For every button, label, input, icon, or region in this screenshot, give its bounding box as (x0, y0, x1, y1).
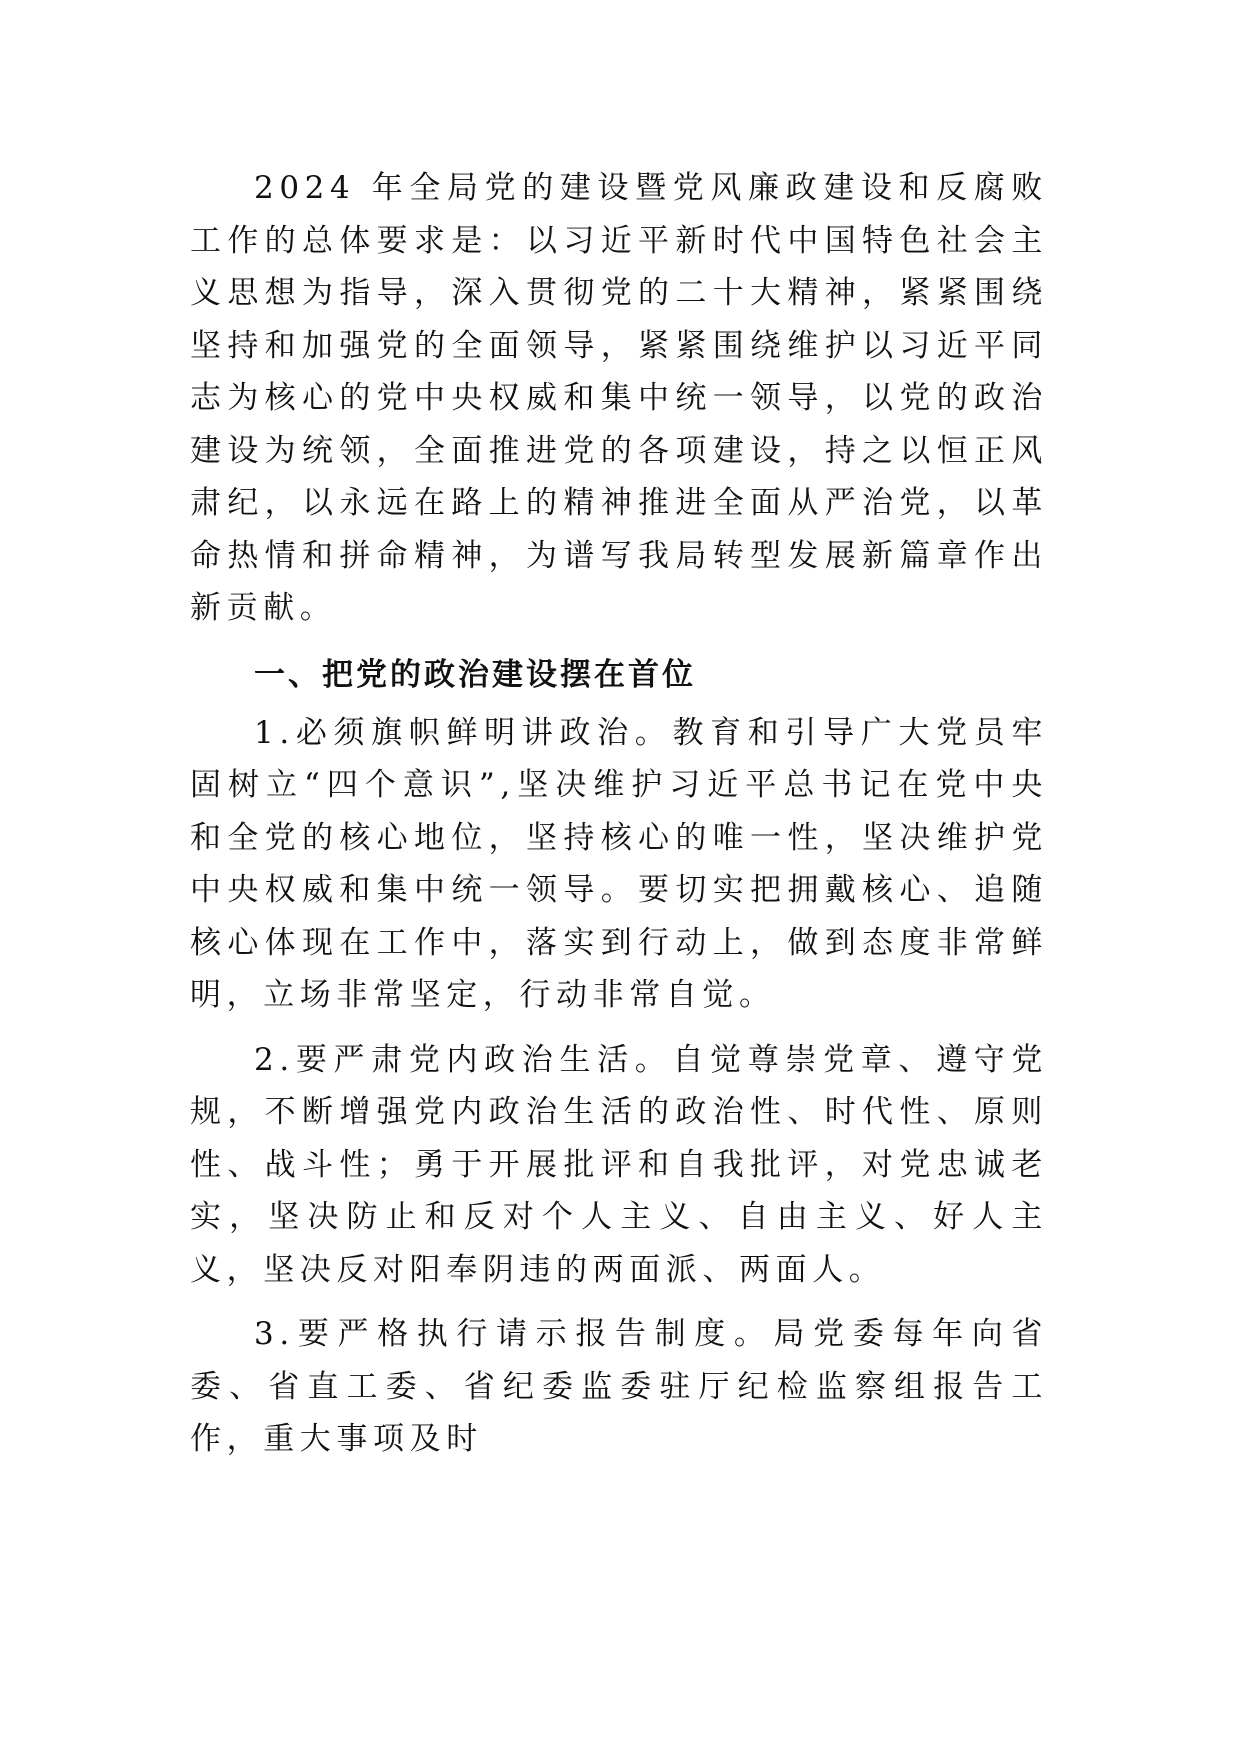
item-paragraph-3: 3.要严格执行请示报告制度。局党委每年向省委、省直工委、省纪委监委驻厅纪检监察组报告工作，重大事项及时 (190, 1316, 1048, 1457)
section-heading: 一、把党的政治建设摆在首位 (254, 656, 696, 693)
item-paragraph-2: 2.要严肃党内政治生活。自觉尊崇党章、遵守党规，不断增强党内政治生活的政治性、时代性、原则性、战斗性；勇于开展批评和自我批评，对党忠诚老实，坚决防止和反对个人主义、自由主义、好人主义，坚决反对阳奉阴违的两面派、两面人。 (190, 1041, 1048, 1288)
document-body (190, 162, 1048, 1466)
item-paragraph-1: 1.必须旗帜鲜明讲政治。教育和引导广大党员牢固树立“四个意识”,坚决维护习近平总书记在党中央和全党的核心地位，坚持核心的唯一性，坚决维护党中央权威和集中统一领导。要切实把拥戴核心、追随核心体现在工作中，落实到行动上，做到态度非常鲜明，立场非常坚定，行动非常自觉。 (190, 714, 1048, 1013)
intro-paragraph: 2024 年全局党的建设暨党风廉政建设和反腐败工作的总体要求是：以习近平新时代中国特色社会主义思想为指导，深入贯彻党的二十大精神，紧紧围绕坚持和加强党的全面领导，紧紧围绕维护以习近平同志为核心的党中央权威和集中统一领导，以党的政治建设为统领，全面推进党的各项建设，持之以恒正风肃纪，以永远在路上的精神推进全面从严治党，以革命热情和拼命精神，为谱写我局转型发展新篇章作出新贡献。 (190, 170, 1048, 626)
